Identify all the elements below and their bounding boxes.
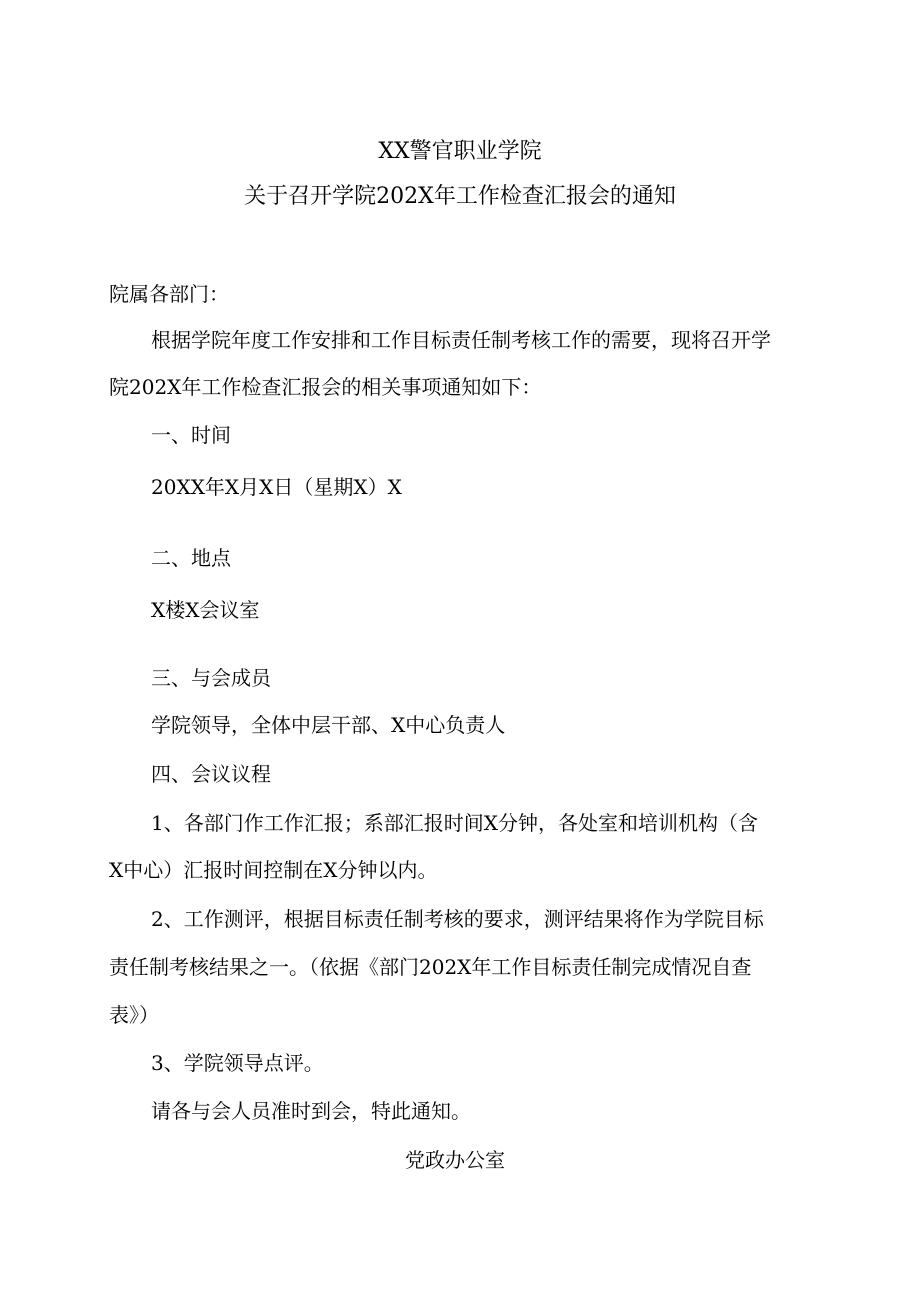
agenda-item-1-line-1: 1、各部门作工作汇报；系部汇报时间X分钟，各处室和培训机构（含 <box>151 811 758 835</box>
section-value-attendees: 学院领导，全体中层干部、X中心负责人 <box>151 713 506 737</box>
signature-office: 党政办公室 <box>405 1148 505 1172</box>
agenda-item-2-line-3: 表》） <box>109 1003 159 1027</box>
section-value-location: X楼X会议室 <box>151 598 260 622</box>
intro-paragraph-line-2: 院202X年工作检查汇报会的相关事项通知如下： <box>109 375 542 399</box>
agenda-item-3: 3、学院领导点评。 <box>151 1051 324 1075</box>
document-title-org: XX警官职业学院 <box>378 139 542 164</box>
section-value-time: 20XX年X月X日（星期X）X <box>151 475 402 499</box>
agenda-item-1-line-2: X中心）汇报时间控制在X分钟以内。 <box>109 858 438 882</box>
closing-sentence: 请各与会人员准时到会，特此通知。 <box>151 1099 471 1123</box>
section-heading-agenda: 四、会议议程 <box>151 762 271 786</box>
section-heading-time: 一、时间 <box>151 423 231 447</box>
document-title-subject: 关于召开学院202X年工作检查汇报会的通知 <box>244 184 676 209</box>
agenda-item-2-line-1: 2、工作测评，根据目标责任制考核的要求，测评结果将作为学院目标 <box>151 907 764 931</box>
salutation: 院属各部门： <box>109 282 229 306</box>
section-heading-location: 二、地点 <box>151 546 231 570</box>
section-heading-attendees: 三、与会成员 <box>151 666 271 690</box>
intro-paragraph-line-1: 根据学院年度工作安排和工作目标责任制考核工作的需要，现将召开学 <box>151 328 771 352</box>
agenda-item-2-line-2: 责任制考核结果之一。（依据《部门202X年工作目标责任制完成情况自查 <box>109 955 752 979</box>
